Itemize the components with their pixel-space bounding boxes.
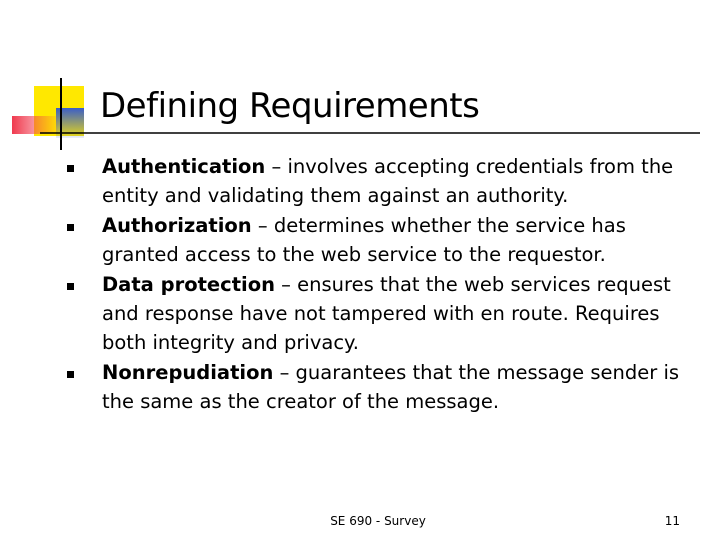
bullet-authentication (62, 152, 682, 210)
footer-page-number: 11 (664, 514, 680, 528)
bullet-text: – ensures that the web services request and response have not tampered with en route. Requires both integrity and privacy. (102, 273, 671, 354)
bullet-text: – guarantees that the message sender is the same as the creator of the message. (102, 361, 680, 413)
bullet-square-icon (67, 371, 74, 378)
bullet-square-icon (67, 283, 74, 290)
logo-red-bar (12, 116, 58, 134)
bullet-square-icon (67, 165, 74, 172)
bullet-text: – determines whether the service has granted access to the web service to the requestor. (102, 214, 626, 266)
footer-course-label: SE 690 - Survey (330, 514, 426, 528)
slide-title: Defining Requirements (100, 86, 480, 126)
slide-logo-decoration (0, 0, 720, 160)
bullet-term: Authentication (102, 155, 266, 178)
bullet-list (62, 152, 682, 417)
bullet-text: – involves accepting credentials from the entity and validating them against an authority. (102, 155, 674, 207)
bullet-authorization (62, 211, 682, 269)
bullet-square-icon (67, 224, 74, 231)
bullet-term: Nonrepudiation (102, 361, 274, 384)
bullet-nonrepudiation (62, 358, 682, 416)
bullet-data-protection (62, 270, 682, 357)
bullet-term: Data protection (102, 273, 275, 296)
bullet-term: Authorization (102, 214, 252, 237)
